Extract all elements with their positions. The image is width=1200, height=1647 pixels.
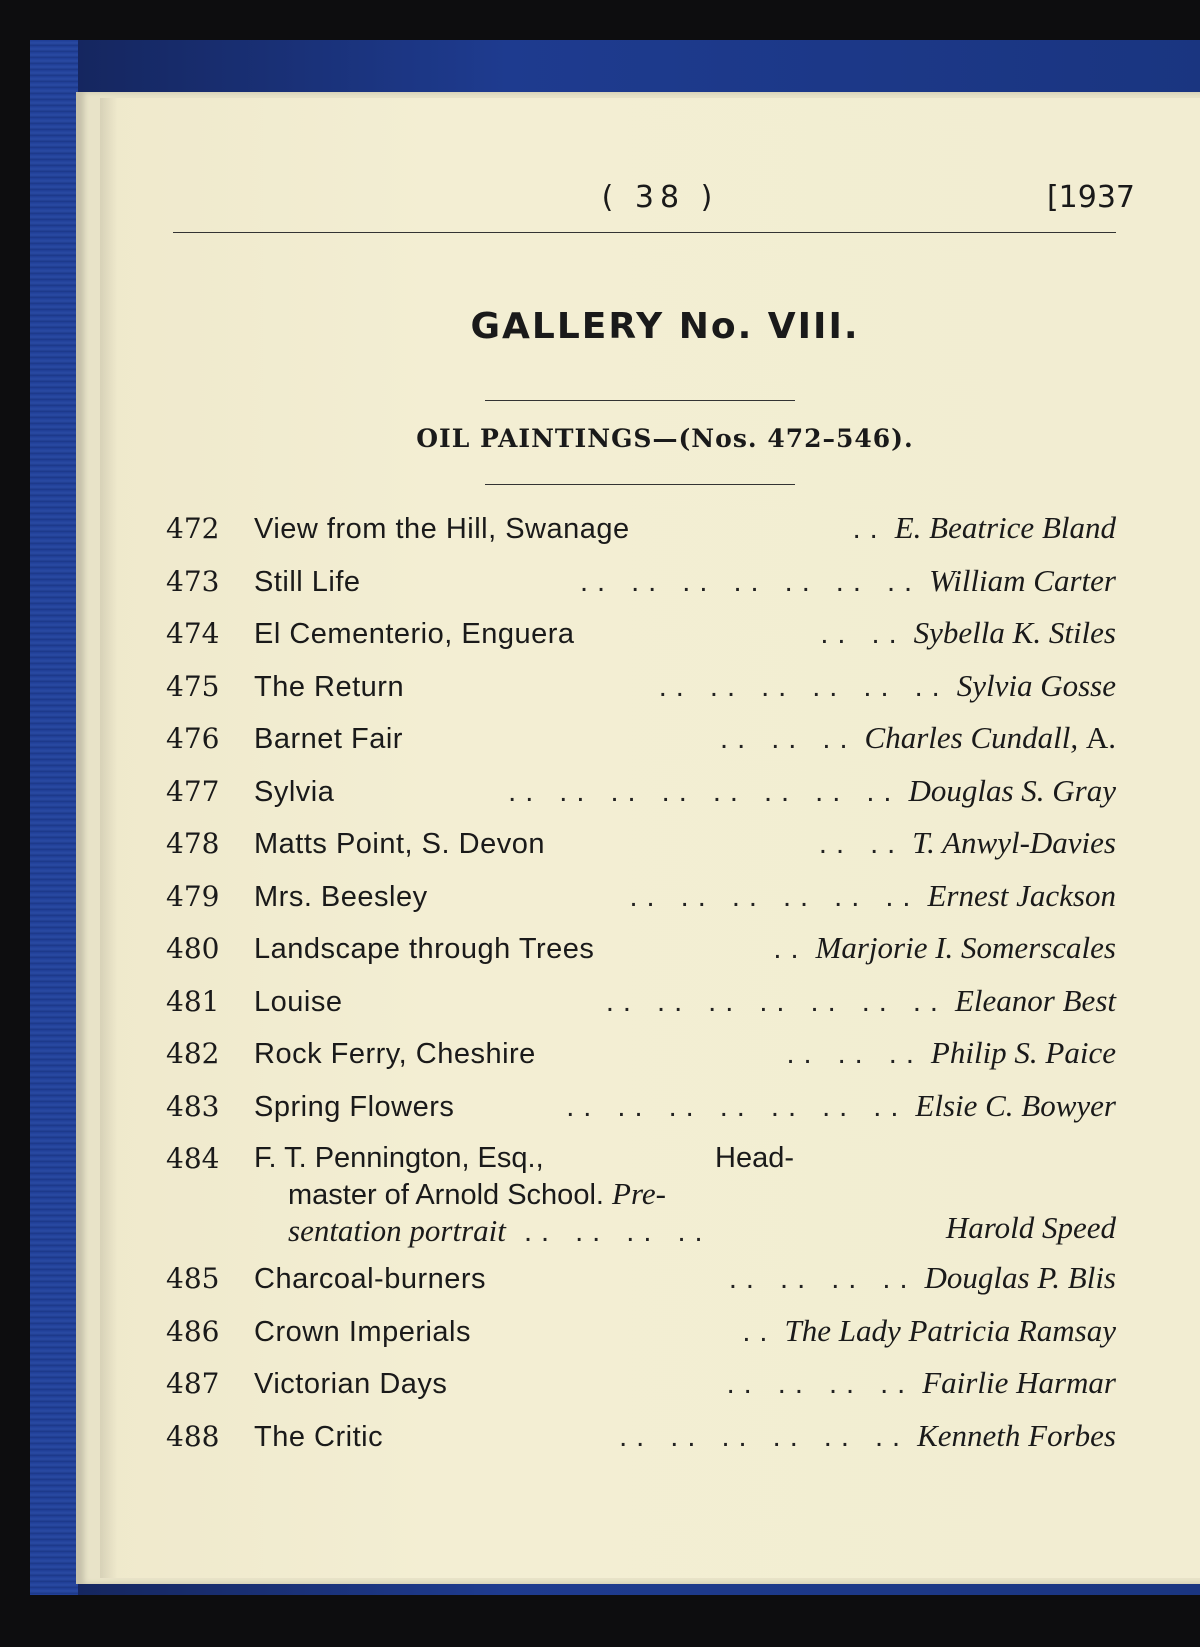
title-rule-top [485,400,795,401]
header-rule [173,232,1116,233]
entry-title: Barnet Fair [254,723,403,755]
entry-number: 485 [166,1262,220,1295]
entry-artist [865,720,1116,756]
entry-artist: Sybella K. Stiles [913,615,1116,650]
entry-title-line-3 [254,1213,794,1250]
entry-artist: Douglas S. Gray [908,772,1116,808]
entry-number: 484 [166,1142,220,1175]
list-item [166,1313,1116,1366]
list-item [166,1035,1116,1088]
section-subtitle: OIL PAINTINGS—(Nos. 472–546). [416,424,914,453]
dot-leader: .. [773,933,808,965]
entry-number: 473 [166,564,220,598]
entry-artist: E. Beatrice Bland [894,510,1116,545]
list-item [166,878,1116,931]
entry-artist: Kenneth Forbes [917,1417,1116,1453]
entry-title: Still Life [254,565,361,598]
catalogue-page [100,98,1200,1578]
entry-number: 481 [166,984,220,1018]
entry-artist-cell [794,1140,1116,1246]
list-item [166,1365,1116,1418]
entry-number: 477 [166,774,220,808]
entry-number: 476 [166,722,220,755]
dot-leader: .. [742,1315,777,1348]
artist-suffix: A. [1085,720,1116,755]
dot-leader: .. .. .. [786,1038,923,1070]
dot-leader: .. .. [820,618,906,650]
book-spine-edge [30,40,78,1595]
dot-leader: .. .. [818,828,905,860]
entry-number: 475 [166,669,220,703]
entry-artist: Fairlie Harmar [922,1365,1116,1400]
entry-number: 483 [166,1089,220,1123]
entry-title-part: master of Arnold School. [288,1179,604,1211]
dot-leader: .. [852,513,887,545]
list-item [166,1260,1116,1313]
entry-artist: Douglas P. Blis [924,1260,1116,1295]
list-item [166,825,1116,878]
entry-title: Matts Point, S. Devon [254,828,545,860]
list-item [166,563,1116,616]
entry-artist: Philip S. Paice [930,1035,1116,1070]
list-item [166,668,1116,721]
entry-artist: Ernest Jackson [927,877,1116,913]
dot-leader: .. .. .. .. [726,1368,915,1400]
list-item [166,615,1116,668]
entry-title: Landscape through Trees [254,933,595,965]
entry-number: 486 [166,1314,220,1348]
entry-number: 472 [166,512,220,545]
entry-number: 482 [166,1037,220,1070]
entry-artist: T. Anwyl-Davies [912,825,1116,860]
list-item [166,510,1116,563]
entry-title-part: sentation portrait [288,1213,506,1248]
entry-artist: Marjorie I. Somerscales [815,930,1116,965]
entry-number: 480 [166,932,220,965]
entry-artist: The Lady Patricia Ramsay [784,1312,1116,1348]
page-year: [1937 [1046,180,1135,215]
entry-number: 488 [166,1419,220,1453]
entry-title: Rock Ferry, Cheshire [254,1038,536,1070]
dot-leader: .. .. .. .. [728,1263,917,1295]
entry-artist: William Carter [929,562,1116,598]
dot-leader: .. .. .. .. .. .. [619,1420,910,1453]
entry-title: El Cementerio, Enguera [254,618,575,650]
dot-leader: .. .. .. .. .. .. .. [605,985,947,1018]
entry-artist: Sylvia Gosse [956,667,1116,703]
entry-title-part: F. T. Pennington, Esq., [254,1142,544,1174]
entry-title: Sylvia [254,775,335,808]
entry-list [166,510,1116,1470]
dot-leader: .. .. .. .. .. .. .. [566,1090,908,1123]
entry-number: 487 [166,1367,220,1400]
list-item [166,1140,1116,1260]
entry-title: Crown Imperials [254,1315,471,1348]
entry-title: Mrs. Beesley [254,880,428,913]
entry-title-part: Pre- [612,1176,666,1211]
list-item [166,720,1116,773]
list-item [166,1418,1116,1471]
entry-title: The Critic [254,1420,384,1453]
entry-number: 478 [166,827,220,860]
entry-number: 474 [166,617,220,650]
list-item [166,773,1116,826]
entry-title-line-1 [254,1140,794,1176]
list-item [166,983,1116,1036]
entry-title: Spring Flowers [254,1090,455,1123]
entry-artist: Eleanor Best [955,982,1116,1018]
gallery-title: GALLERY No. VIII. [470,306,860,347]
entry-title: The Return [254,670,405,703]
entry-title: Louise [254,985,343,1018]
entry-title: Charcoal-burners [254,1263,487,1295]
dot-leader: .. .. .. .. .. .. [629,880,920,913]
entry-title-line-2 [254,1176,794,1213]
entry-title-part: Head- [715,1142,794,1174]
entry-number: 479 [166,879,220,913]
entry-title: Victorian Days [254,1368,448,1400]
artist-name: Charles Cundall, [864,720,1079,755]
title-rule-bottom [485,484,795,485]
dot-leader: .. .. .. [720,723,857,755]
entry-title-multiline [254,1140,794,1250]
entry-artist: Harold Speed [945,1210,1116,1245]
list-item [166,930,1116,983]
entry-title: View from the Hill, Swanage [254,513,630,545]
dot-leader: .. .. .. .. .. .. [658,670,949,703]
dot-leader: .. .. .. .. .. .. .. [579,565,922,598]
page-number: ( 38 ) [601,180,719,215]
list-item [166,1088,1116,1141]
dot-leader: .. .. .. .. [523,1216,712,1248]
entry-artist: Elsie C. Bowyer [915,1087,1116,1123]
dot-leader: .. .. .. .. .. .. .. .. [508,775,901,808]
